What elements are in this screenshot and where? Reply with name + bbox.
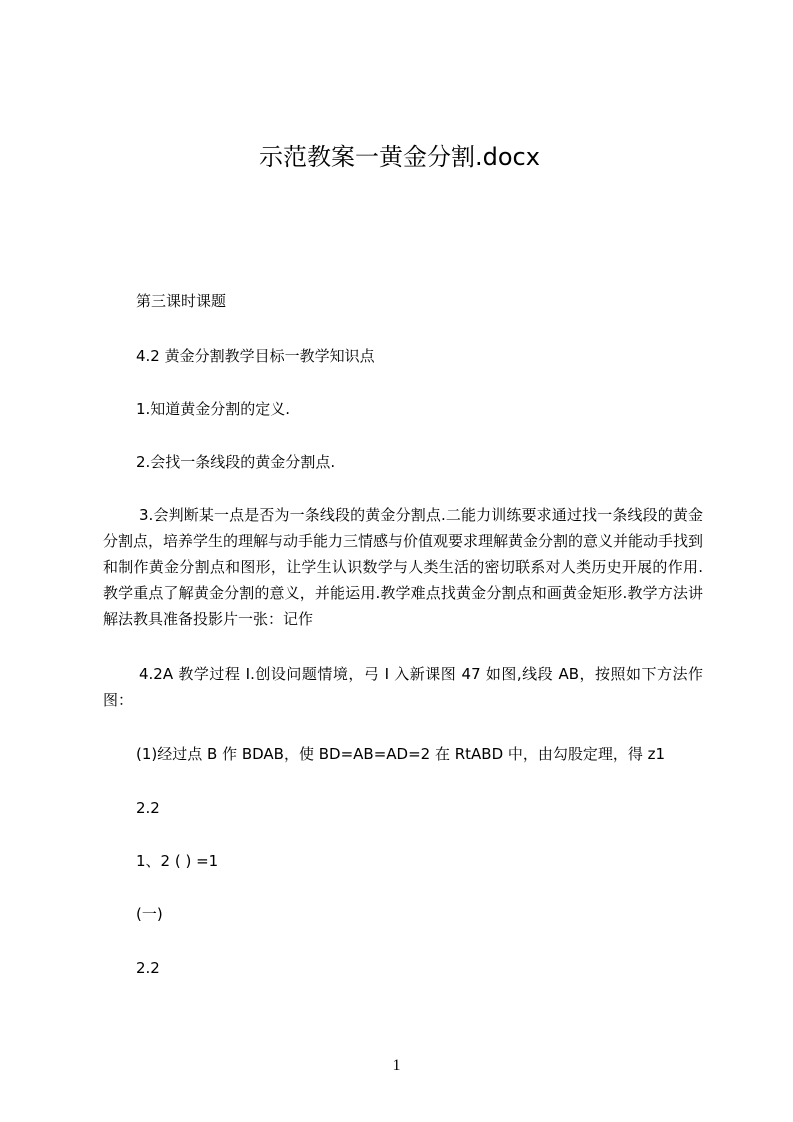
paragraph-item-3: 3.会判断某一点是否为一条线段的黄金分割点.二能力训练要求通过找一条线段的黄金分割点，培养学生的理解与动手能力三情感与价值观要求理解黄金分割的意义并能动手找到和制作黄金分割点和图形，让学生认识数学与人类生活的密切联系对人类历史开展的作用.教学重点了解黄金分割的意义，并能运用.教学难点找黄金分割点和画黄金矩形.教学方法讲解法教具准备投影片一张：记作 bbox=[103, 506, 704, 628]
paragraph-formula-line-4: 2.2 bbox=[136, 959, 160, 977]
paragraph-formula-line-2: 1、2 ( ) =1 bbox=[136, 852, 219, 870]
paragraph-step-1: (1)经过点 B 作 BDAB，使 BD=AB=AD=2 在 RtABD 中，由勾股定理，得 z1 bbox=[136, 745, 666, 763]
paragraph-item-1: 1.知道黄金分割的定义. bbox=[136, 400, 291, 418]
paragraph-lesson-title: 第三课时课题 bbox=[136, 292, 227, 310]
paragraph-teaching-process: 4.2A 教学过程 I.创设问题情境，弓 I 入新课图 47 如图,线段 AB，按照如下方法作图： bbox=[103, 665, 703, 709]
paragraph-formula-line-1: 2.2 bbox=[136, 799, 160, 817]
paragraph-formula-line-3: (一) bbox=[136, 905, 163, 923]
page-number: 1 bbox=[392, 1057, 401, 1074]
document-title: 示范教案一黄金分割.docx bbox=[259, 143, 540, 171]
paragraph-item-2: 2.会找一条线段的黄金分割点. bbox=[136, 453, 336, 471]
paragraph-objectives: 4.2 黄金分割教学目标一教学知识点 bbox=[136, 347, 375, 365]
